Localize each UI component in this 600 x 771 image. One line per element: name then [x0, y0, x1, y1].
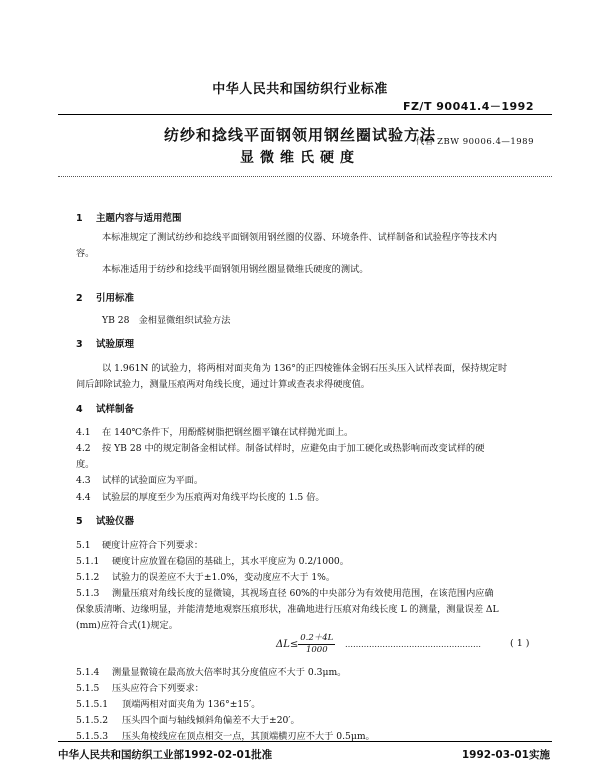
clause-number: 4.4	[76, 492, 91, 503]
equation-denominator: 1000	[305, 645, 328, 655]
clause-text: 试验层的厚度至少为压痕两对角线平均长度的 1.5 倍。	[102, 492, 325, 503]
section-number: 2	[76, 293, 83, 304]
clause-text: 顶端两相对面夹角为 136°±15′。	[122, 699, 261, 710]
clause-5-1-4	[76, 664, 346, 678]
clause-5-1-5-3	[76, 728, 375, 742]
section-1-para-1-line-2: 容。	[76, 248, 95, 259]
clause-number: 5.1.3	[76, 588, 100, 599]
clause-4-3	[76, 472, 203, 486]
replaces-note: 代替 ZBW 90006.4—1989	[415, 137, 534, 147]
implementation-date: 1992-03-01实施	[461, 749, 550, 761]
clause-text: 硬度计应符合下列要求：	[102, 540, 204, 551]
clause-number: 5.1.5.3	[76, 731, 109, 742]
clause-4-4	[76, 489, 325, 503]
clause-number: 4.3	[76, 475, 91, 486]
clause-5-1-3	[76, 585, 494, 599]
clause-number: 5.1.1	[76, 556, 100, 567]
clause-4-2	[76, 440, 484, 454]
section-number: 3	[76, 339, 83, 350]
clause-text: 硬度计应放置在稳固的基础上，其水平度应为 0.2/1000。	[112, 556, 349, 567]
section-1-heading	[76, 210, 182, 224]
clause-5-1	[76, 537, 203, 551]
equation-fraction	[298, 633, 335, 656]
clause-number: 4.2	[76, 443, 91, 454]
section-3-line-1: 以 1.961N 的试验力，将两相对面夹角为 136°的正四棱锥体金钢石压头压入试样表面，保持规定时	[102, 363, 508, 374]
equation-leader-dots: ……………………………………………	[345, 640, 481, 649]
footer-rule	[58, 741, 552, 742]
clause-text: 按 YB 28 中的规定制备金相试样。制备试样时，应避免由于加工硬化或热影响而改变试样的硬	[102, 443, 485, 454]
clause-4-1	[76, 424, 353, 438]
title-separator	[58, 176, 552, 177]
section-title: 试样制备	[96, 404, 135, 415]
document-subtitle: 显微维氏硬度	[240, 150, 360, 166]
clause-text: 压头角棱线应在顶点相交一点，其顶端横刃应不大于 0.5μm。	[122, 731, 375, 742]
clause-text: 试样的试验面应为平面。	[102, 475, 204, 486]
clause-text: 压头应符合下列要求：	[112, 683, 204, 694]
section-number: 1	[76, 213, 83, 224]
document-title: 纺纱和捻线平面钢领用钢丝圈试验方法	[163, 126, 436, 144]
clause-5-1-2	[76, 569, 335, 583]
approval-line: 中华人民共和国纺织工业部1992-02-01批准	[58, 749, 273, 761]
clause-number: 5.1.4	[76, 667, 100, 678]
section-number: 4	[76, 404, 83, 415]
clause-4-2-continued: 度。	[76, 459, 95, 470]
reference-standard: YB 28 金相显微组织试验方法	[102, 315, 231, 326]
section-title: 引用标准	[96, 293, 135, 304]
clause-text: 测量压痕对角线长度的显微镜，其视场直径 60%的中央部分为有效使用范围，在该范围内应确	[112, 588, 494, 599]
clause-text: 测量显微镜在最高放大倍率时其分度值应不大于 0.3μm。	[112, 667, 347, 678]
clause-text: 在 140℃条件下，用酚醛树脂把钢丝圈平镶在试样抛光面上。	[102, 427, 354, 438]
section-2-heading	[76, 290, 134, 304]
header-rule	[58, 114, 552, 115]
equation-1	[276, 633, 335, 656]
standard-body-title: 中华人民共和国纺织行业标准	[212, 82, 388, 97]
clause-number: 5.1	[76, 540, 91, 551]
clause-5-1-5-1	[76, 696, 260, 710]
standard-code: FZ/T 90041.4－1992	[402, 100, 534, 113]
section-3-line-2: 间后卸除试验力，测量压痕两对角线长度，通过计算或查表求得硬度值。	[76, 379, 370, 390]
section-1-para-1-line-1: 本标准规定了测试纺纱和捻线平面钢领用钢丝圈的仪器、环境条件、试样制备和试验程序等技术内	[102, 232, 498, 243]
section-5-heading	[76, 513, 134, 527]
clause-5-1-5	[76, 680, 204, 694]
equation-label: ( 1 )	[510, 638, 530, 649]
equation-numerator: 0.2＋4L	[300, 633, 334, 643]
clause-number: 4.1	[76, 427, 91, 438]
section-3-heading	[76, 336, 134, 350]
clause-number: 5.1.5.2	[76, 715, 109, 726]
section-title: 试验仪器	[96, 516, 135, 527]
clause-number: 5.1.5	[76, 683, 100, 694]
clause-text: 试验力的误差应不大于±1.0%，变动度应不大于 1%。	[112, 572, 336, 583]
clause-5-1-1	[76, 553, 349, 567]
section-title: 试验原理	[96, 339, 135, 350]
clause-5-1-5-2	[76, 712, 300, 726]
clause-number: 5.1.2	[76, 572, 100, 583]
equation-lhs: ΔL≤	[276, 639, 299, 650]
clause-number: 5.1.5.1	[76, 699, 109, 710]
section-title: 主题内容与适用范围	[96, 213, 182, 224]
clause-5-1-3-line-2: 保象质清晰、边缘明显，并能清楚地观察压痕形状，准确地进行压痕对角线长度 L 的测量，测量误差 ΔL	[76, 604, 499, 615]
section-1-para-2: 本标准适用于纺纱和捻线平面钢领用钢丝圈显微维氏硬度的测试。	[102, 264, 369, 275]
clause-5-1-3-line-3: (mm)应符合式(1)规定。	[76, 620, 178, 631]
section-4-heading	[76, 401, 134, 415]
clause-text: 压头四个面与轴线倾斜角偏差不大于±20′。	[122, 715, 300, 726]
section-number: 5	[76, 516, 83, 527]
